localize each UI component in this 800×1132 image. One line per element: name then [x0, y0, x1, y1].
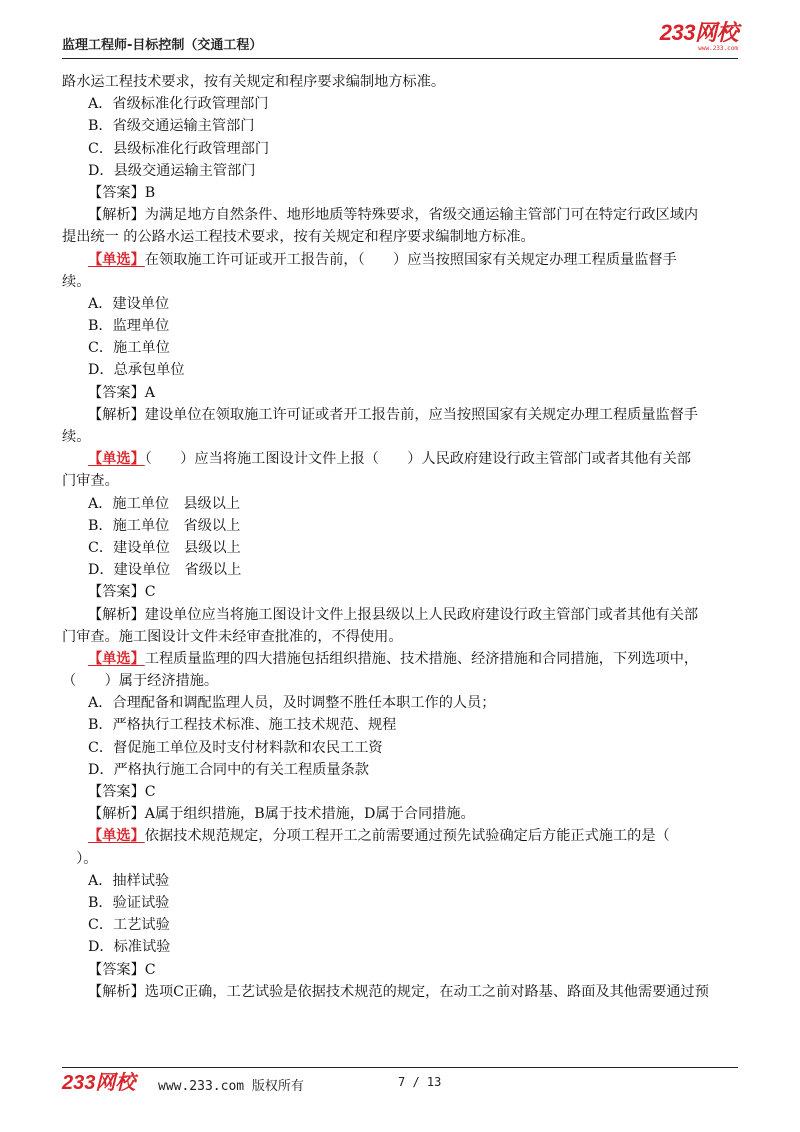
text-line	[62, 404, 742, 426]
line-text: 【答案】C	[88, 961, 156, 978]
line-text: 【解析】为满足地方自然条件、地形地质等特殊要求，省级交通运输主管部门可在特定行政区域内	[88, 207, 699, 224]
document-title: 监理工程师-目标控制（交通工程）	[62, 38, 263, 53]
line-text: 依据技术规范规定，分项工程开工之前需要通过预先试验确定后方能正式施工的是（	[144, 828, 670, 845]
text-line	[62, 914, 742, 936]
line-text: D．严格执行施工合同中的有关工程质量条款	[88, 761, 369, 778]
line-text: C．工艺试验	[88, 917, 170, 934]
line-text: A．施工单位 县级以上	[88, 495, 241, 512]
text-line	[62, 470, 742, 492]
line-text: 提出统一 的公路水运工程技术要求，按有关规定和程序要求编制地方标准。	[62, 229, 535, 246]
text-line	[62, 359, 742, 381]
text-line	[62, 692, 742, 714]
question-stem-line	[62, 249, 742, 271]
logo-text: 233网校	[659, 20, 738, 45]
line-text: 路水运工程技术要求，按有关规定和程序要求编制地方标准。	[62, 74, 446, 90]
text-line	[62, 226, 742, 248]
text-line	[62, 426, 742, 448]
line-text: 【解析】选项C正确，工艺试验是依据技术规范的规定，在动工之前对路基、路面及其他需要通过预	[88, 983, 709, 1000]
line-text: B．施工单位 省级以上	[88, 517, 241, 534]
question-stem-line	[62, 825, 742, 847]
line-text: 在领取施工许可证或开工报告前，（ ）应当按照国家有关规定办理工程质量监督手	[144, 251, 677, 268]
line-text: A．省级标准化行政管理部门	[88, 96, 269, 113]
line-text: 【答案】C	[88, 784, 156, 800]
line-text: 门审查。施工图设计文件未经审查批准的，不得使用。	[62, 628, 403, 645]
line-text: 续。	[62, 273, 91, 290]
line-text: 续。	[62, 429, 91, 445]
line-text: D．总承包单位	[88, 362, 185, 379]
header-divider	[62, 58, 738, 59]
text-line	[62, 626, 742, 648]
text-line	[62, 293, 742, 315]
text-line	[62, 936, 742, 958]
text-line	[62, 93, 742, 115]
text-line	[62, 515, 742, 537]
question-type-tag: 【单选】	[88, 650, 145, 667]
text-line	[62, 981, 742, 1003]
line-text: C．施工单位	[88, 340, 170, 357]
line-text: 【答案】C	[88, 584, 156, 601]
text-line	[62, 581, 742, 603]
page-number: 7 / 13	[398, 1075, 442, 1089]
text-line	[62, 160, 742, 182]
line-text: A．抽样试验	[88, 872, 170, 889]
text-line	[62, 382, 742, 404]
line-text: D．县级交通运输主管部门	[88, 162, 256, 179]
line-text: 【答案】B	[88, 184, 156, 201]
line-text: 工程质量监理的四大措施包括组织措施、技术措施、经济措施和合同措施，下列选项中，	[144, 650, 699, 667]
line-text: 【解析】A属于组织措施，B属于技术措施，D属于合同措施。	[88, 806, 475, 823]
logo-url: www.233.com	[698, 45, 738, 52]
line-text: （ ）属于经济措施。	[62, 673, 219, 690]
text-line	[62, 204, 742, 226]
line-text: ）。	[62, 850, 98, 867]
text-line	[62, 892, 742, 914]
text-line	[62, 537, 742, 559]
line-text: 【解析】建设单位在领取施工许可证或者开工报告前，应当按照国家有关规定办理工程质量监督手	[88, 406, 699, 423]
line-text: C．督促施工单位及时支付材料款和农民工工资	[88, 739, 383, 756]
text-line	[62, 737, 742, 759]
line-text: D．标准试验	[88, 939, 171, 956]
text-line	[62, 138, 742, 160]
text-line	[62, 337, 742, 359]
line-text: C．建设单位 县级以上	[88, 539, 241, 556]
line-text: D．建设单位 省级以上	[88, 562, 242, 579]
line-text: 门审查。	[62, 473, 119, 490]
question-type-tag: 【单选】	[88, 828, 145, 845]
text-line	[62, 870, 742, 892]
footer-copyright: 版权所有	[251, 1079, 304, 1094]
text-line	[62, 604, 742, 626]
line-text: B．省级交通运输主管部门	[88, 118, 255, 135]
question-stem-line	[62, 648, 742, 670]
line-text: B．严格执行工程技术标准、施工技术规范、规程	[88, 717, 397, 734]
line-text: 【答案】A	[88, 384, 155, 401]
footer-divider	[62, 1067, 738, 1068]
line-text: A．建设单位	[88, 295, 170, 312]
text-line	[62, 803, 742, 825]
text-line	[62, 115, 742, 137]
text-line	[62, 315, 742, 337]
text-line	[62, 759, 742, 781]
text-line	[62, 670, 742, 692]
text-line	[62, 559, 742, 581]
brand-logo	[660, 22, 738, 53]
text-line	[62, 493, 742, 515]
document-body	[62, 71, 742, 1003]
question-type-tag: 【单选】	[88, 251, 145, 268]
text-line	[62, 781, 742, 803]
question-type-tag: 【单选】	[88, 451, 145, 468]
text-line	[62, 848, 742, 870]
page-header	[62, 22, 738, 56]
line-text: B．验证试验	[88, 894, 170, 911]
line-text: B．监理单位	[88, 318, 170, 335]
text-line	[62, 959, 742, 981]
footer-url: www.233.com	[158, 1079, 245, 1094]
line-text: （ ）应当将施工图设计文件上报（ ）人民政府建设行政主管部门或者其他有关部	[144, 451, 691, 468]
text-line	[62, 71, 742, 93]
text-line	[62, 714, 742, 736]
footer-site	[158, 1075, 304, 1094]
question-stem-line	[62, 448, 742, 470]
line-text: A．合理配备和调配监理人员，及时调整不胜任本职工作的人员；	[88, 695, 496, 712]
line-text: C．县级标准化行政管理部门	[88, 140, 270, 157]
text-line	[62, 271, 742, 293]
text-line	[62, 182, 742, 204]
footer-logo: 233网校	[62, 1072, 136, 1094]
page-footer	[62, 1072, 738, 1096]
line-text: 【解析】建设单位应当将施工图设计文件上报县级以上人民政府建设行政主管部门或者其他有关部	[88, 606, 699, 623]
